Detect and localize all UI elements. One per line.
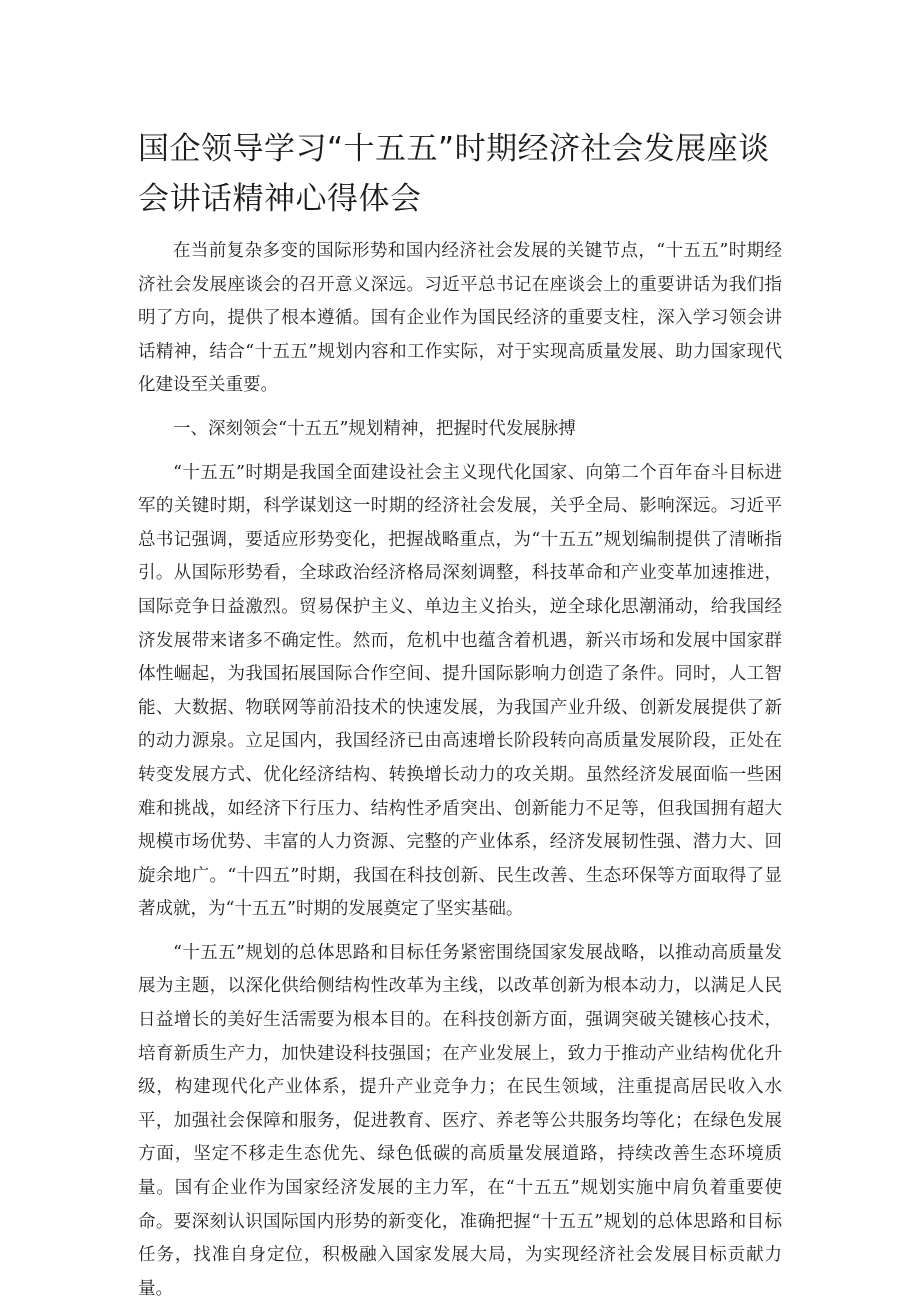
section-heading: 一、深刻领会“十五五”规划精神，把握时代发展脉搏 [173, 418, 576, 439]
document-title: 国企领导学习“十五五”时期经济社会发展座谈会讲话精神心得体会 [138, 131, 770, 217]
intro-paragraph: 在当前复杂多变的国际形势和国内经济社会发展的关键节点，“十五五”时期经济社会发展座谈会的召开意义深远。习近平总书记在座谈会上的重要讲话为我们指明了方向，提供了根本遵循。国有企业作为国民经济的重要支柱，深入学习领会讲话精神，结合“十五五”规划内容和工作实际，对于实现高质量发展、助力国家现代化建设至关重要。 [138, 241, 782, 396]
body-paragraph: “十五五”规划的总体思路和目标任务紧密围绕国家发展战略，以推动高质量发展为主题，以深化供给侧结构性改革为主线，以改革创新为根本动力，以满足人民日益增长的美好生活需要为根本目的。在科技创新方面，强调突破关键核心技术，培育新质生产力，加快建设科技强国；在产业发展上，致力于推动产业结构优化升级，构建现代化产业体系，提升产业竞争力；在民生领域，注重提高居民收入水平，加强社会保障和服务，促进教育、医疗、养老等公共服务均等化；在绿色发展方面，坚定不移走生态优先、绿色低碳的高质量发展道路，持续改善生态环境质量。国有企业作为国家经济发展的主力军，在“十五五”规划实施中肩负着重要使命。要深刻认识国际国内形势的新变化，准确把握“十五五”规划的总体思路和目标任务，找准自身定位，积极融入国家发展大局，为实现经济社会发展目标贡献力量。 [138, 942, 782, 1299]
body-paragraph: “十五五”时期是我国全面建设社会主义现代化国家、向第二个百年奋斗目标进军的关键时期，科学谋划这一时期的经济社会发展，关乎全局、影响深远。习近平总书记强调，要适应形势变化，把握战略重点，为“十五五”规划编制提供了清晰指引。从国际形势看，全球政治经济格局深刻调整，科技革命和产业变革加速推进，国际竞争日益激烈。贸易保护主义、单边主义抬头，逆全球化思潮涌动，给我国经济发展带来诸多不确定性。然而，危机中也蕴含着机遇，新兴市场和发展中国家群体性崛起，为我国拓展国际合作空间、提升国际影响力创造了条件。同时，人工智能、大数据、物联网等前沿技术的快速发展，为我国产业升级、创新发展提供了新的动力源泉。立足国内，我国经济已由高速增长阶段转向高质量发展阶段，正处在转变发展方式、优化经济结构、转换增长动力的攻关期。虽然经济发展面临一些困难和挑战，如经济下行压力、结构性矛盾突出、创新能力不足等，但我国拥有超大规模市场优势、丰富的人力资源、完整的产业体系，经济发展韧性强、潜力大、回旋余地广。“十四五”时期，我国在科技创新、民生改善、生态环保等方面取得了显著成就，为“十五五”时期的发展奠定了坚实基础。 [138, 462, 782, 920]
document-body [138, 235, 782, 1316]
